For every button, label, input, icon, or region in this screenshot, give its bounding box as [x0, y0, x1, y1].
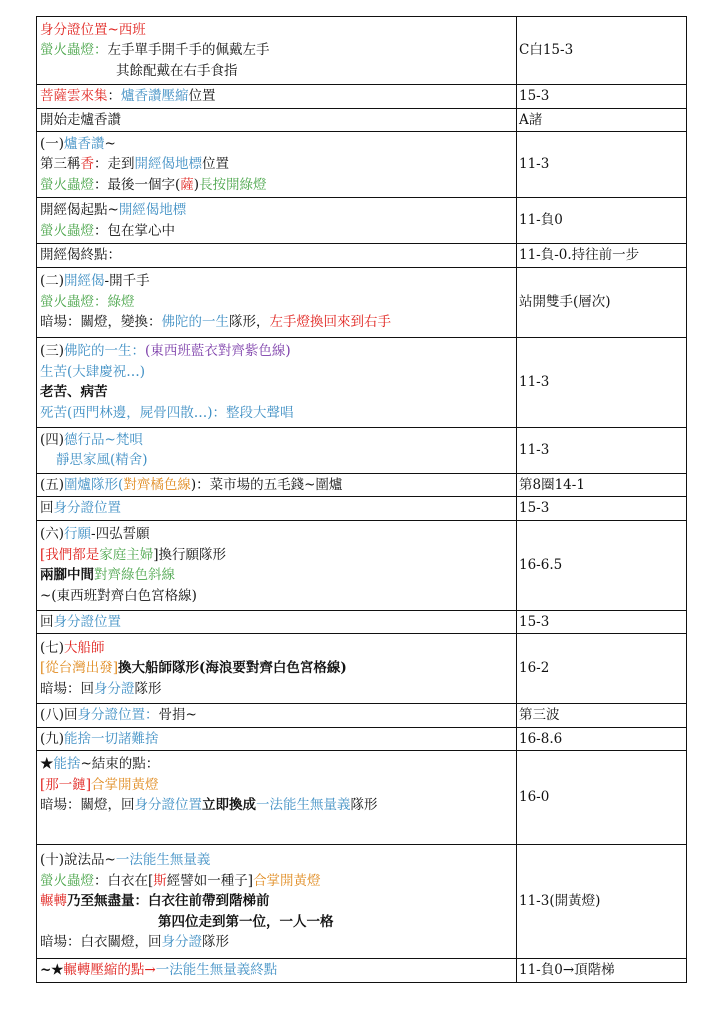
cue-position: 16-6.5: [517, 520, 687, 610]
cue-position: C白15-3: [517, 17, 687, 85]
cue-position: 16-2: [517, 634, 687, 704]
cue-description: (四)德行品~梵唄 靜思家風(精舍): [37, 427, 517, 473]
cue-position: 15-3: [517, 85, 687, 109]
cue-position: 第三波: [517, 704, 687, 728]
cue-description: (五)圍爐隊形(對齊橘色線)：菜市場的五毛錢~圍爐: [37, 473, 517, 497]
table-row: [37, 727, 687, 751]
cue-position: 11-3: [517, 132, 687, 198]
cue-position: 11-3: [517, 337, 687, 427]
cue-position: 11-3: [517, 427, 687, 473]
cue-description: 身分證位置~西班 螢火蟲燈：左手單手開千手的佩戴左手 其餘配戴在右手食指: [37, 17, 517, 85]
table-row: [37, 85, 687, 109]
table-row: [37, 959, 687, 983]
cue-description: 回身分證位置: [37, 497, 517, 521]
table-row: [37, 267, 687, 337]
table-row: [37, 198, 687, 244]
cue-description: (八)回身分證位置：骨捐~: [37, 704, 517, 728]
cue-position: 11-負0: [517, 198, 687, 244]
table-row: [37, 473, 687, 497]
cue-position: 站開雙手(層次): [517, 267, 687, 337]
table-row: [37, 337, 687, 427]
cue-position: 16-8.6: [517, 727, 687, 751]
cue-description: (七)大船師 [從台灣出發]換大船師隊形(海浪要對齊白色宮格線) 暗場：回身分證隊形: [37, 634, 517, 704]
table-row: [37, 108, 687, 132]
choreography-cue-table: [36, 16, 687, 983]
cue-position: 16-0: [517, 751, 687, 845]
cue-description: (二)開經偈-開千手 螢火蟲燈：綠燈 暗場：關燈，變換：佛陀的一生隊形，左手燈換回來到右手: [37, 267, 517, 337]
table-row: [37, 497, 687, 521]
cue-position: 11-負0→頂階梯: [517, 959, 687, 983]
table-row: [37, 845, 687, 959]
cue-description: (三)佛陀的一生：(東西班藍衣對齊紫色線) 生苦(大肆慶祝…) 老苦、病苦 死苦(西門林邊，屍骨四散…)：整段大聲唱: [37, 337, 517, 427]
cue-position: 15-3: [517, 610, 687, 634]
cue-description: (十)說法品~一法能生無量義 螢火蟲燈：白衣在[斯經譬如一種子]合掌開黃燈 輾轉乃至無盡量：白衣往前帶到階梯前 第四位走到第一位，一人一格 暗場：白衣關燈，回身分證隊形: [37, 845, 517, 959]
cue-description: ~★輾轉壓縮的點→一法能生無量義終點: [37, 959, 517, 983]
table-row: [37, 132, 687, 198]
cue-description: 開始走爐香讚: [37, 108, 517, 132]
cue-position: 11-3(開黃燈): [517, 845, 687, 959]
cue-description: (九)能捨一切諸難捨: [37, 727, 517, 751]
cue-description: (六)行願-四弘誓願 [我們都是家庭主婦]換行願隊形 兩腳中間對齊綠色斜線 ~(東西班對齊白色宮格線): [37, 520, 517, 610]
cue-position: 15-3: [517, 497, 687, 521]
table-row: [37, 244, 687, 268]
cue-description: ★能捨~結束的點： [那一鏈]合掌開黃燈 暗場：關燈，回身分證位置立即換成一法能生無量義隊形: [37, 751, 517, 845]
table-row: [37, 17, 687, 85]
cue-position: A諸: [517, 108, 687, 132]
table-row: [37, 610, 687, 634]
cue-description: 開經偈終點：: [37, 244, 517, 268]
table-row: [37, 634, 687, 704]
cue-position: 11-負-0.持往前一步: [517, 244, 687, 268]
table-row: [37, 520, 687, 610]
table-row: [37, 427, 687, 473]
cue-description: 開經偈起點~開經偈地標 螢火蟲燈：包在掌心中: [37, 198, 517, 244]
table-row: [37, 751, 687, 845]
cue-description: 回身分證位置: [37, 610, 517, 634]
cue-description: 菩薩雲來集：爐香讚壓縮位置: [37, 85, 517, 109]
cue-position: 第8圈14-1: [517, 473, 687, 497]
cue-description: (一)爐香讚~ 第三稱香：走到開經偈地標位置 螢火蟲燈：最後一個字(薩)長按開綠燈: [37, 132, 517, 198]
table-row: [37, 704, 687, 728]
